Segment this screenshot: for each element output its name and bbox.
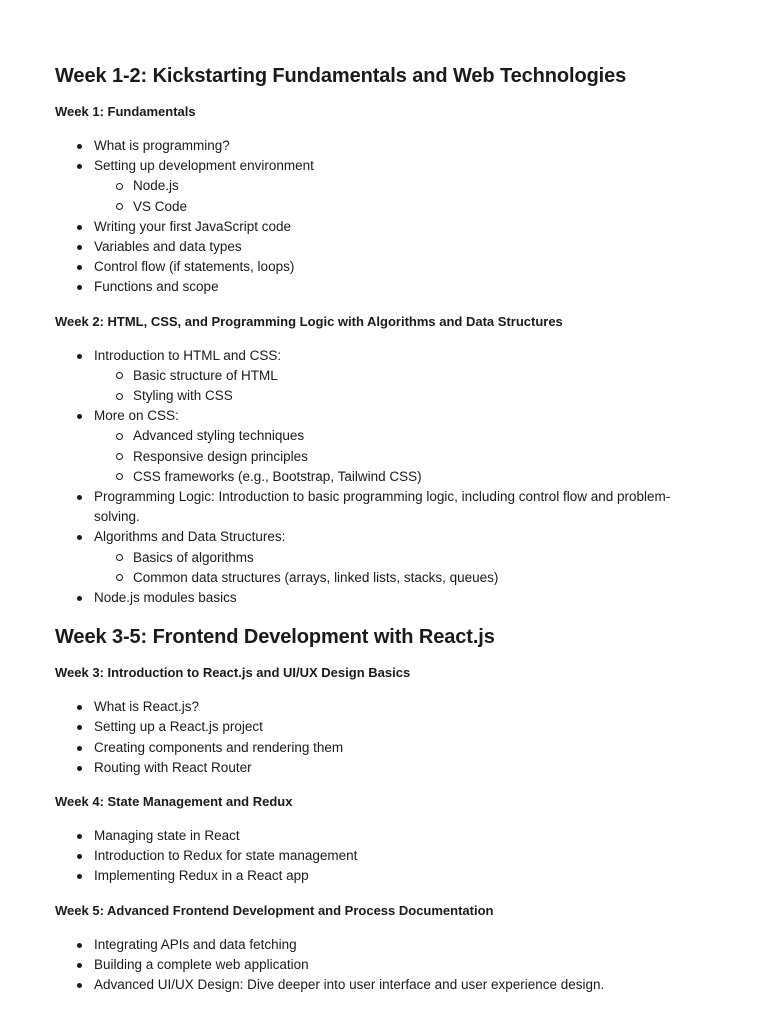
list-item-text: Node.js modules basics — [94, 590, 237, 606]
bullet-icon — [77, 943, 82, 948]
circle-bullet-icon — [116, 203, 123, 210]
list-item-text: Setting up development environment — [94, 158, 314, 174]
week-heading: Week 2: HTML, CSS, and Programming Logic with Algorithms and Data Structures — [55, 313, 563, 329]
list-item-text: Functions and scope — [94, 279, 219, 295]
sub-list-item — [94, 176, 712, 196]
list-item-text: Creating components and rendering them — [94, 739, 344, 755]
bullet-icon — [77, 854, 82, 859]
list-item — [55, 237, 712, 257]
bullet-icon — [77, 164, 82, 169]
sub-list-item — [94, 366, 712, 386]
week-heading: Week 1: Fundamentals — [55, 104, 196, 119]
sub-topic-list — [94, 426, 712, 487]
section-title: Week 1-2: Kickstarting Fundamentals and Web Technologies — [55, 65, 627, 87]
circle-bullet-icon — [116, 574, 123, 581]
list-item-text: Programming Logic: Introduction to basic programming logic, including control flow and problem-solving. — [94, 489, 671, 525]
week-heading: Week 3: Introduction to React.js and UI/UX Design Basics — [55, 665, 411, 681]
week-heading: Week 5: Advanced Frontend Development and Process Documentation — [55, 902, 494, 918]
circle-bullet-icon — [116, 393, 123, 400]
bullet-icon — [77, 834, 82, 839]
list-item — [55, 866, 712, 886]
list-item-text: Building a complete web application — [94, 956, 309, 972]
sub-list-item — [94, 568, 712, 588]
list-item-text: Advanced UI/UX Design: Dive deeper into user interface and user experience design. — [94, 977, 605, 993]
bullet-icon — [77, 766, 82, 771]
list-item — [55, 738, 712, 758]
list-item-text: Managing state in React — [94, 828, 240, 844]
list-item — [55, 935, 712, 955]
bullet-icon — [77, 245, 82, 250]
bullet-icon — [77, 746, 82, 751]
bullet-icon — [77, 983, 82, 988]
list-item-text: What is programming? — [94, 138, 230, 153]
sub-list-item-text: Basic structure of HTML — [133, 367, 278, 383]
sub-list-item-text: Common data structures (arrays, linked lists, stacks, queues) — [133, 569, 499, 585]
list-item-text: Implementing Redux in a React app — [94, 868, 309, 884]
sub-list-item — [94, 467, 712, 487]
list-item — [55, 588, 712, 608]
bullet-icon — [77, 414, 82, 419]
circle-bullet-icon — [116, 183, 123, 190]
sub-list-item — [94, 197, 712, 217]
bullet-icon — [77, 285, 82, 290]
list-item — [55, 846, 712, 866]
bullet-icon — [77, 495, 82, 500]
list-item — [55, 277, 712, 297]
bullet-icon — [77, 535, 82, 540]
bullet-icon — [77, 354, 82, 359]
list-item — [55, 758, 712, 778]
topic-list — [55, 136, 712, 298]
list-item — [55, 697, 712, 717]
list-item-text: Writing your first JavaScript code — [94, 218, 292, 234]
topic-list — [55, 935, 712, 996]
list-item — [55, 955, 712, 975]
list-item — [55, 717, 712, 737]
sub-list-item — [94, 548, 712, 568]
list-item — [55, 527, 712, 588]
list-item-text: More on CSS: — [94, 408, 179, 424]
list-item-text: Introduction to HTML and CSS: — [94, 347, 282, 363]
list-item — [55, 826, 712, 846]
sub-list-item-text: VS Code — [133, 198, 188, 214]
sub-topic-list — [94, 366, 712, 406]
list-item — [55, 257, 712, 277]
circle-bullet-icon — [116, 433, 123, 440]
list-item — [55, 487, 712, 527]
list-item-text: What is React.js? — [94, 699, 200, 715]
bullet-icon — [77, 725, 82, 730]
list-item — [55, 217, 712, 237]
sub-list-item — [94, 426, 712, 446]
sub-list-item-text: Styling with CSS — [133, 388, 233, 404]
section-title: Week 3-5: Frontend Development with React.js — [55, 626, 495, 649]
sub-list-item-text: Basics of algorithms — [133, 549, 254, 565]
sub-topic-list — [94, 176, 712, 216]
topic-list — [55, 697, 712, 778]
sub-list-item-text: Node.js — [133, 178, 179, 194]
bullet-icon — [77, 225, 82, 230]
circle-bullet-icon — [116, 473, 123, 480]
topic-list — [55, 346, 712, 609]
list-item-text: Routing with React Router — [94, 759, 252, 775]
list-item-text: Introduction to Redux for state management — [94, 848, 358, 864]
list-item — [55, 406, 712, 487]
bullet-icon — [77, 874, 82, 879]
list-item — [55, 975, 712, 995]
list-item-text: Integrating APIs and data fetching — [94, 936, 297, 952]
list-item-text: Setting up a React.js project — [94, 719, 263, 735]
list-item-text: Algorithms and Data Structures: — [94, 529, 286, 545]
sub-list-item-text: Responsive design principles — [133, 448, 308, 464]
list-item-text: Control flow (if statements, loops) — [94, 259, 295, 275]
sub-list-item-text: Advanced styling techniques — [133, 428, 305, 444]
list-item-text: Variables and data types — [94, 239, 242, 255]
sub-topic-list — [94, 548, 712, 588]
bullet-icon — [77, 963, 82, 968]
sub-list-item — [94, 447, 712, 467]
list-item — [55, 136, 712, 156]
week-heading: Week 4: State Management and Redux — [55, 794, 293, 810]
circle-bullet-icon — [116, 554, 123, 561]
bullet-icon — [77, 596, 82, 601]
sub-list-item — [94, 386, 712, 406]
sub-list-item-text: CSS frameworks (e.g., Bootstrap, Tailwind CSS) — [133, 468, 422, 484]
bullet-icon — [77, 144, 82, 149]
list-item — [55, 346, 712, 407]
topic-list — [55, 826, 712, 887]
list-item — [55, 156, 712, 217]
bullet-icon — [77, 705, 82, 710]
circle-bullet-icon — [116, 372, 123, 379]
bullet-icon — [77, 265, 82, 270]
circle-bullet-icon — [116, 453, 123, 460]
